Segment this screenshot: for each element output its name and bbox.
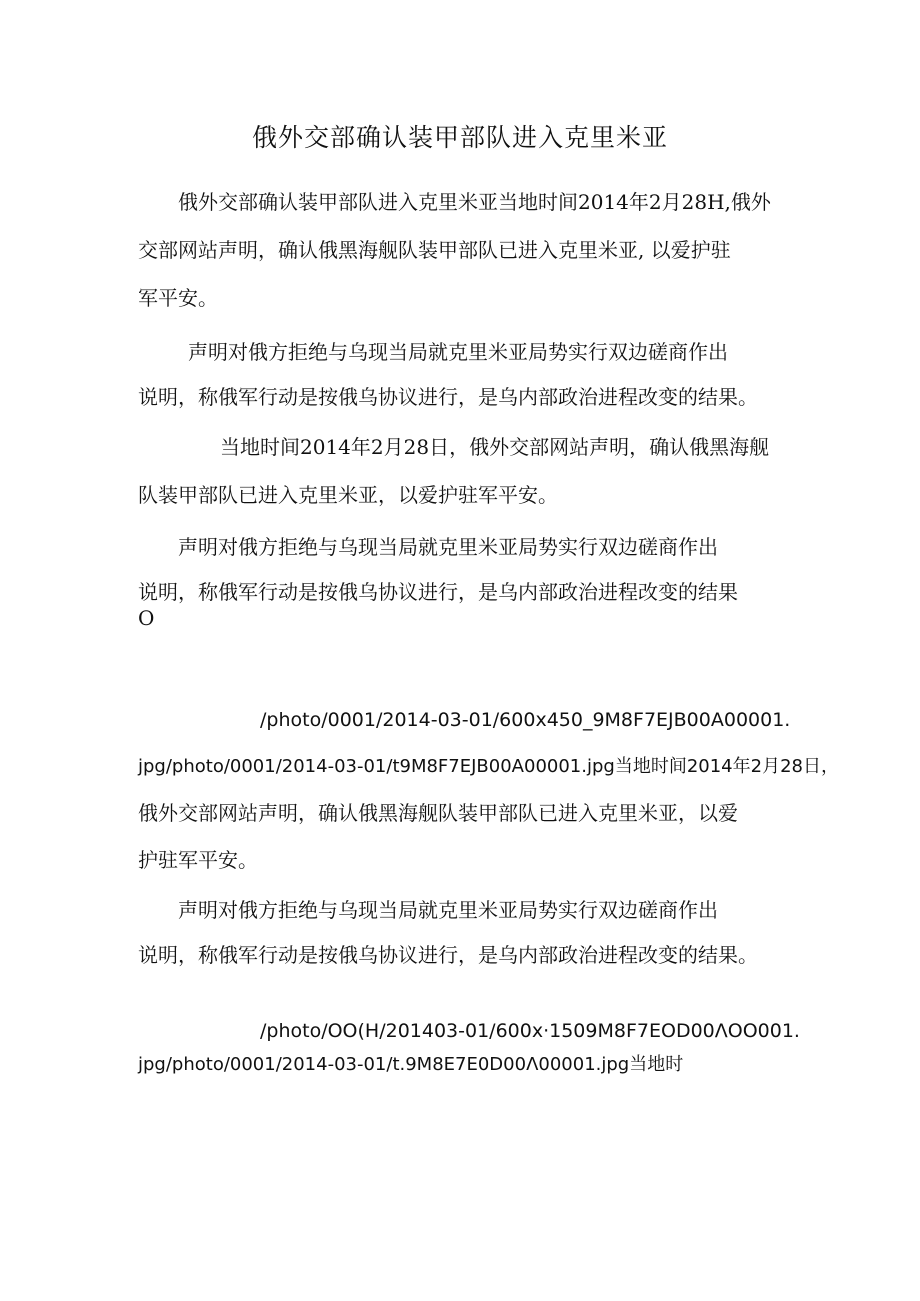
paragraph-3-line-1: 当地时间2014年2月28日，俄外交部网站声明，确认俄黑海舰 bbox=[220, 435, 770, 459]
paragraph-5-line-3: 护驻军平安。 bbox=[138, 848, 258, 872]
paragraph-4-line-2: 说明，称俄军行动是按俄乌协议进行，是乌内部政治进程改变的结果 bbox=[138, 580, 738, 604]
paragraph-5-line-1 bbox=[138, 750, 839, 782]
photo-url-2: /photo/OO(H/201403-01/600x·1509M8F7EOD00ΛOO001. bbox=[260, 1020, 800, 1042]
paragraph-4-line-3: O bbox=[138, 606, 155, 630]
paragraph-1-line-1: 俄外交部确认装甲部队进入克里米亚当地时间2014年2月28H,俄外 bbox=[178, 190, 771, 214]
paragraph-1-line-3: 军平安。 bbox=[138, 286, 218, 310]
paragraph-3-line-2: 队装甲部队已进入克里米亚，以爱护驻军平安。 bbox=[138, 483, 558, 507]
paragraph-5-line-2: 俄外交部网站声明，确认俄黑海舰队装甲部队已进入克里米亚，以爱 bbox=[138, 801, 738, 825]
paragraph-4-line-1: 声明对俄方拒绝与乌现当局就克里米亚局势实行双边磋商作出 bbox=[178, 535, 718, 559]
paragraph-5-line-1-text: jpg/photo/0001/2014-03-01/t9M8F7EJB00A00001.jpg当地时间2014年2月28日， bbox=[138, 756, 839, 777]
paragraph-7-line-1 bbox=[138, 1048, 683, 1080]
paragraph-2-line-1: 声明对俄方拒绝与乌现当局就克里米亚局势实行双边磋商作出 bbox=[188, 340, 728, 364]
document-title: 俄外交部确认装甲部队进入克里米亚 bbox=[251, 123, 668, 152]
paragraph-7-line-1-text: jpg/photo/0001/2014-03-01/t.9M8E7E0D00Λ00001.jpg当地时 bbox=[138, 1054, 684, 1075]
paragraph-2-line-2: 说明，称俄军行动是按俄乌协议进行，是乌内部政治进程改变的结果。 bbox=[138, 385, 758, 409]
photo-url-1: /photo/0001/2014-03-01/600x450_9M8F7EJB00A00001. bbox=[260, 709, 791, 731]
paragraph-6-line-1: 声明对俄方拒绝与乌现当局就克里米亚局势实行双边磋商作出 bbox=[178, 898, 718, 922]
paragraph-6-line-2: 说明，称俄军行动是按俄乌协议进行，是乌内部政治进程改变的结果。 bbox=[138, 943, 758, 967]
paragraph-1-line-2: 交部网站声明，确认俄黑海舰队装甲部队已进入克里米亚, 以爱护驻 bbox=[138, 238, 731, 262]
